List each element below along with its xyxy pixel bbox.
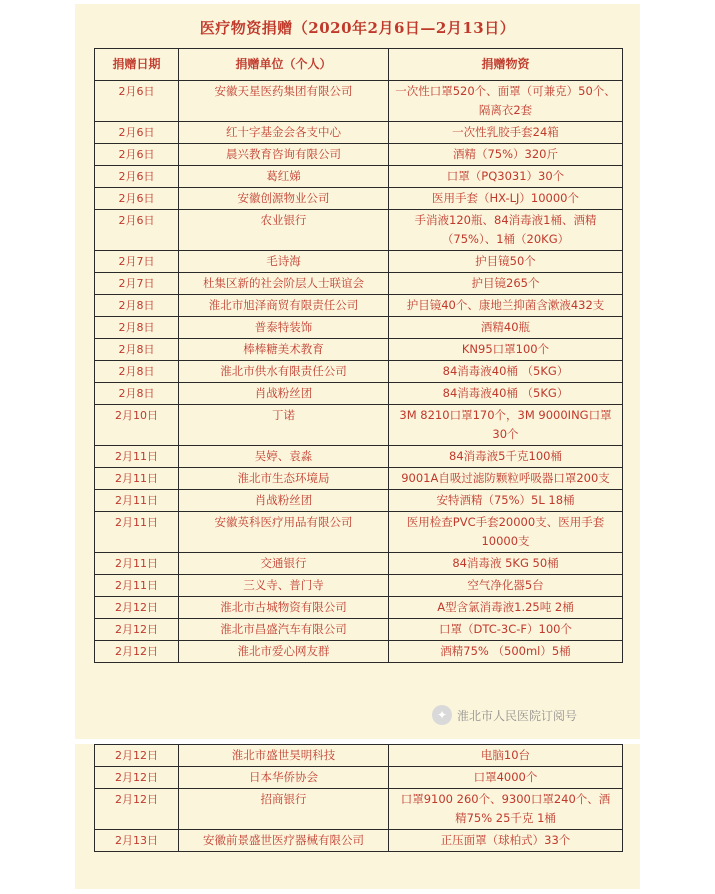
table-header-row — [95, 49, 623, 81]
cell-items: 电脑10台 — [389, 745, 623, 767]
cell-date: 2月8日 — [95, 361, 179, 383]
table-row — [95, 553, 623, 575]
cell-donor: 毛诗海 — [179, 251, 389, 273]
cell-date: 2月8日 — [95, 317, 179, 339]
cell-items: A型含氯消毒液1.25吨 2桶 — [389, 597, 623, 619]
cell-items: 9001A自吸过滤防颗粒呼吸器口罩200支 — [389, 468, 623, 490]
cell-donor: 淮北市古城物资有限公司 — [179, 597, 389, 619]
table-row — [95, 273, 623, 295]
table-row — [95, 339, 623, 361]
table-row — [95, 745, 623, 767]
cell-date: 2月13日 — [95, 830, 179, 852]
cell-donor: 安徽英科医疗用品有限公司 — [179, 512, 389, 553]
cell-donor: 吴婷、袁淼 — [179, 446, 389, 468]
cell-donor: 淮北市生态环境局 — [179, 468, 389, 490]
cell-donor: 招商银行 — [179, 789, 389, 830]
cell-donor: 肖战粉丝团 — [179, 490, 389, 512]
cell-date: 2月6日 — [95, 188, 179, 210]
cell-date: 2月11日 — [95, 512, 179, 553]
cell-items: 84消毒液 5KG 50桶 — [389, 553, 623, 575]
cell-donor: 杜集区新的社会阶层人士联谊会 — [179, 273, 389, 295]
donation-table-bottom — [94, 744, 623, 852]
table-row — [95, 767, 623, 789]
cell-items: 一次性乳胶手套24箱 — [389, 122, 623, 144]
table-row — [95, 619, 623, 641]
table-row — [95, 468, 623, 490]
table-row — [95, 251, 623, 273]
table-row — [95, 383, 623, 405]
cell-donor: 淮北市供水有限责任公司 — [179, 361, 389, 383]
cell-donor: 葛红娣 — [179, 166, 389, 188]
table-row — [95, 490, 623, 512]
cell-date: 2月6日 — [95, 210, 179, 251]
cell-donor: 淮北市盛世昊明科技 — [179, 745, 389, 767]
cell-date: 2月6日 — [95, 144, 179, 166]
cell-date: 2月12日 — [95, 767, 179, 789]
cell-date: 2月11日 — [95, 446, 179, 468]
cell-date: 2月12日 — [95, 597, 179, 619]
cell-date: 2月11日 — [95, 553, 179, 575]
cell-items: 84消毒液40桶 （5KG） — [389, 383, 623, 405]
cell-donor: 丁诺 — [179, 405, 389, 446]
table-row — [95, 830, 623, 852]
table-row — [95, 575, 623, 597]
cell-donor: 安徽创源物业公司 — [179, 188, 389, 210]
table-row — [95, 295, 623, 317]
cell-items: 一次性口罩520个、面罩（可兼克）50个、隔离衣2套 — [389, 81, 623, 122]
cell-donor: 肖战粉丝团 — [179, 383, 389, 405]
cell-donor: 安徽前景盛世医疗器械有限公司 — [179, 830, 389, 852]
cell-items: KN95口罩100个 — [389, 339, 623, 361]
cell-donor: 安徽天星医药集团有限公司 — [179, 81, 389, 122]
cell-date: 2月7日 — [95, 251, 179, 273]
cell-items: 酒精（75%）320斤 — [389, 144, 623, 166]
cell-date: 2月6日 — [95, 166, 179, 188]
table-row — [95, 789, 623, 830]
cell-donor: 红十字基金会各支中心 — [179, 122, 389, 144]
cell-items: 酒精75% （500ml）5桶 — [389, 641, 623, 663]
cell-donor: 淮北市爱心网友群 — [179, 641, 389, 663]
cell-donor: 晨兴教育咨询有限公司 — [179, 144, 389, 166]
cell-date: 2月6日 — [95, 122, 179, 144]
table-row — [95, 317, 623, 339]
table-row — [95, 405, 623, 446]
table-row — [95, 512, 623, 553]
cell-date: 2月6日 — [95, 81, 179, 122]
table-row — [95, 166, 623, 188]
table-row — [95, 446, 623, 468]
cell-donor: 棒棒糖美术教育 — [179, 339, 389, 361]
wechat-account-icon: ✦ — [432, 705, 452, 725]
cell-items: 84消毒液5千克100桶 — [389, 446, 623, 468]
page-title: 医疗物资捐赠（2020年2月6日—2月13日） — [199, 19, 516, 37]
table-row — [95, 81, 623, 122]
cell-donor: 农业银行 — [179, 210, 389, 251]
table-row — [95, 210, 623, 251]
cell-items: 护目镜50个 — [389, 251, 623, 273]
cell-items: 护目镜265个 — [389, 273, 623, 295]
watermark-text: 淮北市人民医院订阅号 — [457, 708, 578, 723]
cell-items: 3M 8210口罩170个，3M 9000ING口罩30个 — [389, 405, 623, 446]
cell-date: 2月11日 — [95, 575, 179, 597]
cell-items: 护目镜40个、康地兰抑菌含漱液432支 — [389, 295, 623, 317]
cell-date: 2月8日 — [95, 339, 179, 361]
cell-donor: 淮北市昌盛汽车有限公司 — [179, 619, 389, 641]
cell-donor: 交通银行 — [179, 553, 389, 575]
donation-table-top — [94, 48, 623, 663]
cell-date: 2月12日 — [95, 619, 179, 641]
cell-date: 2月12日 — [95, 789, 179, 830]
cell-items: 手消液120瓶、84消毒液1桶、酒精（75%）、1桶（20KG） — [389, 210, 623, 251]
cell-items: 正压面罩（球柏式）33个 — [389, 830, 623, 852]
cell-date: 2月11日 — [95, 468, 179, 490]
cell-items: 安特酒精（75%）5L 18桶 — [389, 490, 623, 512]
table-row — [95, 597, 623, 619]
cell-date: 2月12日 — [95, 641, 179, 663]
header-date: 捐赠日期 — [95, 49, 179, 81]
cell-items: 医用手套（HX-LJ）10000个 — [389, 188, 623, 210]
watermark — [432, 704, 632, 726]
cell-items: 84消毒液40桶 （5KG） — [389, 361, 623, 383]
header-items: 捐赠物资 — [389, 49, 623, 81]
table-row — [95, 122, 623, 144]
table-row — [95, 188, 623, 210]
cell-items: 口罩4000个 — [389, 767, 623, 789]
header-donor: 捐赠单位（个人） — [179, 49, 389, 81]
cell-date: 2月8日 — [95, 295, 179, 317]
cell-donor: 淮北市旭泽商贸有限责任公司 — [179, 295, 389, 317]
cell-donor: 三义寺、普门寺 — [179, 575, 389, 597]
cell-date: 2月11日 — [95, 490, 179, 512]
cell-date: 2月10日 — [95, 405, 179, 446]
cell-items: 空气净化器5台 — [389, 575, 623, 597]
cell-items: 酒精40瓶 — [389, 317, 623, 339]
table-row — [95, 144, 623, 166]
cell-donor: 普泰特装饰 — [179, 317, 389, 339]
cell-date: 2月12日 — [95, 745, 179, 767]
cell-items: 口罩（DTC-3C-F）100个 — [389, 619, 623, 641]
cell-donor: 日本华侨协会 — [179, 767, 389, 789]
table-row — [95, 641, 623, 663]
cell-items: 口罩（PQ3031）30个 — [389, 166, 623, 188]
cell-date: 2月8日 — [95, 383, 179, 405]
cell-date: 2月7日 — [95, 273, 179, 295]
table-row — [95, 361, 623, 383]
cell-items: 口罩9100 260个、9300口罩240个、酒精75% 25千克 1桶 — [389, 789, 623, 830]
cell-items: 医用检查PVC手套20000支、医用手套10000支 — [389, 512, 623, 553]
